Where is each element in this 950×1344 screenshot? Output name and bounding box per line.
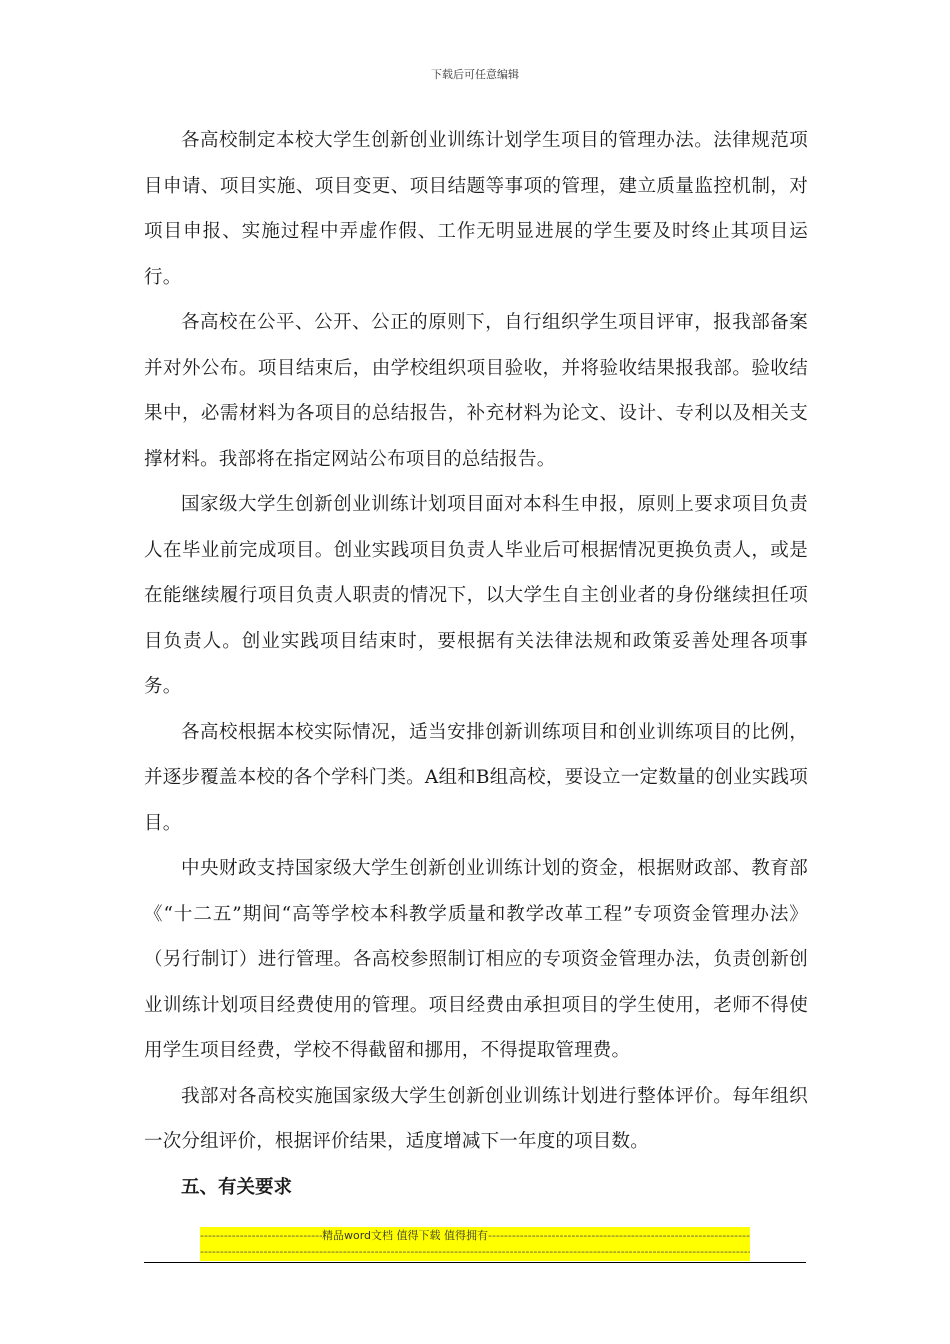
paragraph-project-leader: 国家级大学生创新创业训练计划项目面对本科生申报，原则上要求项目负责人在毕业前完成项目。创业实践项目负责人毕业后可根据情况更换负责人，或是在能继续履行项目负责人职责的情况下，以大学生自主创业者的身份继续担任项目负责人。创业实践项目结束时，要根据有关法律法规和政策妥善处理各项事务。 [144,494,808,697]
footer-rule [144,1262,806,1263]
paragraph-project-management: 各高校制定本校大学生创新创业训练计划学生项目的管理办法。法律规范项目申请、项目实施、项目变更、项目结题等事项的管理，建立质量监控机制，对项目申报、实施过程中弄虚作假、工作无明显进展的学生要及时终止其项目运行。 [144,130,808,288]
paragraph-funding: 中央财政支持国家级大学生创新创业训练计划的资金，根据财政部、教育部《“十二五”期间“高等学校本科教学质量和教学改革工程”专项资金管理办法》（另行制订）进行管理。各高校参照制订相应的专项资金管理办法，负责创新创业训练计划项目经费使用的管理。项目经费由承担项目的学生使用，老师不得使用学生项目经费，学校不得截留和挪用，不得提取管理费。 [144,858,808,1061]
document-body [144,118,808,1210]
section-heading: 五、有关要求 [181,1176,293,1198]
banner-dashes-line [200,1244,750,1261]
banner-dashes-right [488,1228,750,1244]
paragraph-project-ratio: 各高校根据本校实际情况，适当安排创新训练项目和创业训练项目的比例，并逐步覆盖本校的各个学科门类。A组和B组高校，要设立一定数量的创业实践项目。 [144,721,808,834]
paragraph-evaluation: 我部对各高校实施国家级大学生创新创业训练计划进行整体评价。每年组织一次分组评价，根据评价结果，适度增减下一年度的项目数。 [144,1085,808,1152]
footer-banner [200,1227,750,1261]
banner-text: 精品word文档 值得下载 值得拥有 [322,1228,489,1242]
page-header: 下载后可任意编辑 [431,68,519,81]
banner-dashes-left [200,1228,322,1244]
paragraph-project-review: 各高校在公平、公开、公正的原则下，自行组织学生项目评审，报我部备案并对外公布。项目结束后，由学校组织项目验收，并将验收结果报我部。验收结果中，必需材料为各项目的总结报告，补充材料为论文、设计、专利以及相关支撑材料。我部将在指定网站公布项目的总结报告。 [144,312,808,470]
